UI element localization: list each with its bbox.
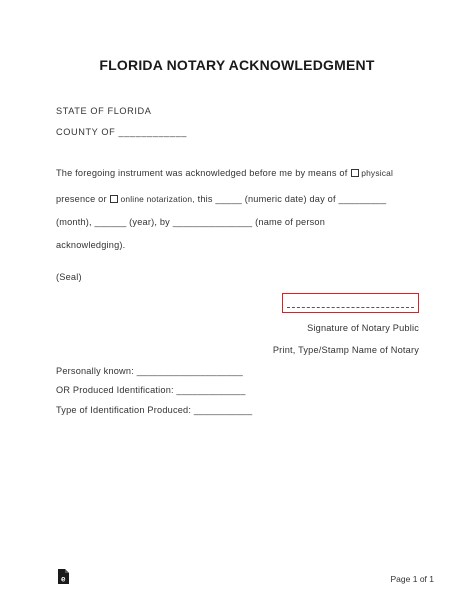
paragraph-line-1-text: The foregoing instrument was acknowledged before me by means of	[56, 168, 348, 178]
online-checkbox[interactable]	[110, 195, 118, 203]
page-number: Page 1 of 1	[390, 574, 434, 584]
svg-text:e: e	[60, 574, 66, 584]
signature-line	[287, 307, 414, 308]
seal-label: (Seal)	[56, 272, 82, 282]
print-name-label: Print, Type/Stamp Name of Notary	[272, 345, 419, 355]
online-option-label: online notarization,	[120, 194, 195, 204]
state-line: STATE OF FLORIDA	[56, 106, 152, 116]
notary-signature-field[interactable]	[282, 293, 419, 313]
document-title: FLORIDA NOTARY ACKNOWLEDGMENT	[99, 57, 375, 73]
personally-known-line: Personally known: ____________________	[56, 366, 243, 376]
paragraph-line-1	[56, 168, 393, 178]
paragraph-line-4: acknowledging).	[56, 240, 126, 250]
county-line: COUNTY OF ____________	[56, 127, 188, 137]
paragraph-line-2-start: presence or	[56, 194, 107, 204]
type-id-line: Type of Identification Produced: ___________	[56, 405, 253, 415]
signature-label: Signature of Notary Public	[307, 323, 419, 333]
paragraph-line-2	[56, 194, 386, 204]
eforms-logo-icon	[57, 569, 69, 584]
physical-checkbox[interactable]	[351, 169, 359, 177]
paragraph-line-2-rest: this _____ (numeric date) day of _________	[197, 194, 387, 204]
paragraph-line-3: (month), ______ (year), by _______________ (name of person	[56, 217, 326, 227]
physical-option-label: physical	[361, 168, 394, 178]
produced-id-line: OR Produced Identification: _____________	[56, 385, 246, 395]
